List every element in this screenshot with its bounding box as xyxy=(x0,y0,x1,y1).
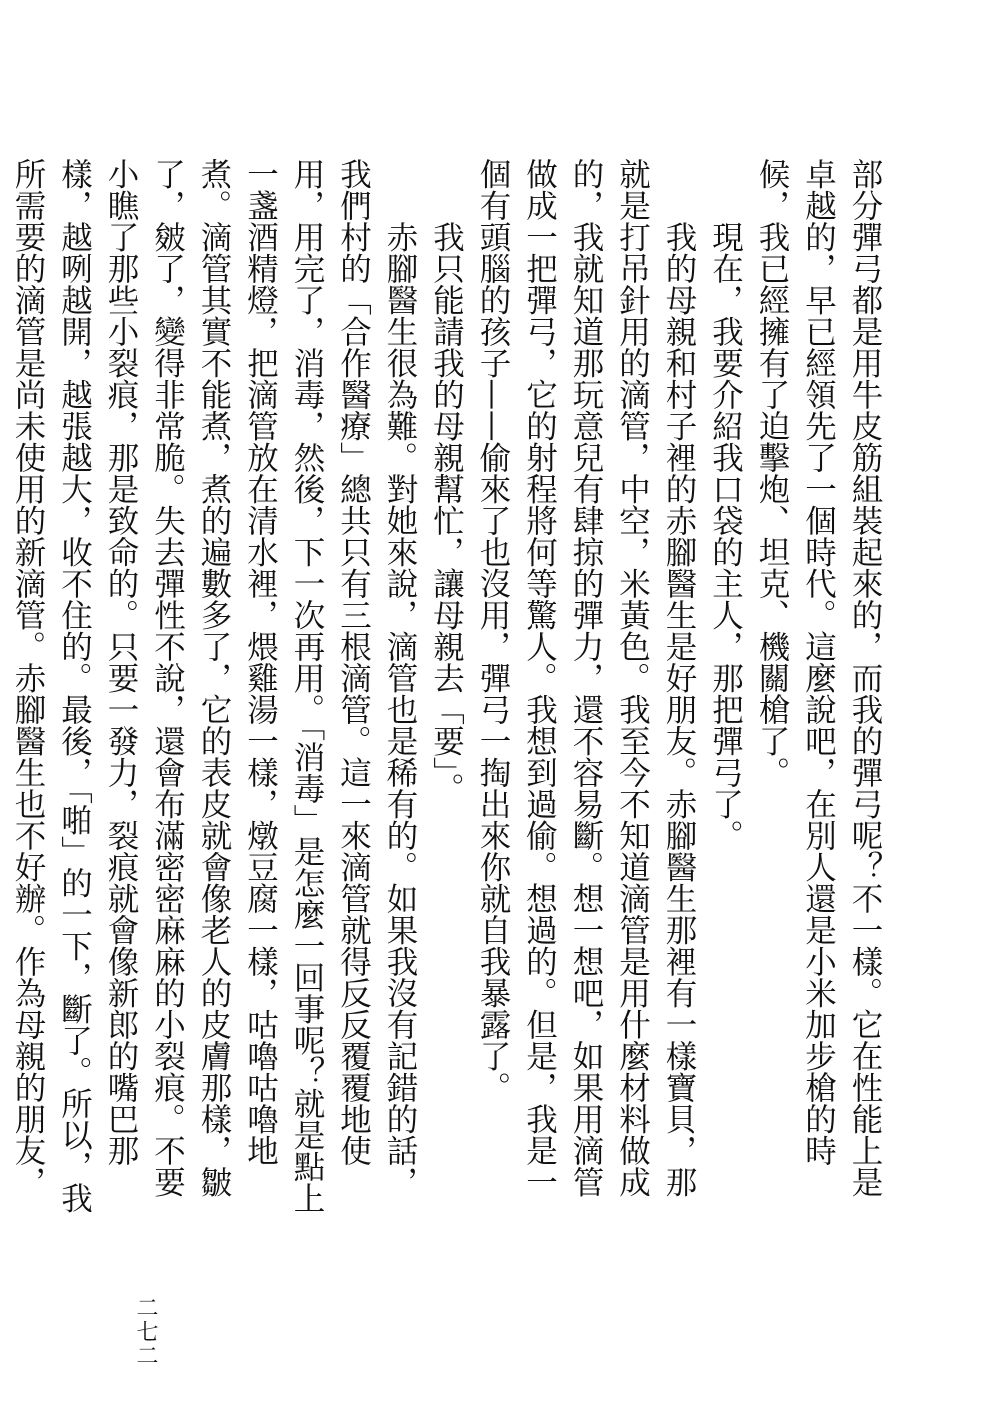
body-text xyxy=(10,158,888,1228)
paragraph: 我的母親和村子裡的赤腳醫生是好朋友。赤腳醫生那裡有一樣寶貝，那就是打吊針用的滴管，中空，米黃色。我至今不知道滴管是用什麼材料做成的，我就知道那玩意兒有肆掠的彈力，還不容易斷。想一想吧，如果用滴管做成一把彈弓，它的射程將何等驚人。我想到過偷。想過的。但是，我是一個有頭腦的孩子——偷來了也沒用，彈弓一掏出來你就自我暴露了。 xyxy=(475,158,697,1198)
page-number: 二七二 xyxy=(133,1296,158,1368)
paragraph-continued: 部分彈弓都是用牛皮筋組裝起來的，而我的彈弓呢？不一樣。它在性能上是卓越的，早已經領先了一個時代。這麼說吧，在別人還是小米加步槍的時候，我已經擁有了迫擊炮、坦克、機關槍了。 xyxy=(754,158,883,1198)
paragraph: 赤腳醫生很為難。對她來說，滴管也是稀有的。如果我沒有記錯的話，我們村的「合作醫療」總共只有三根滴管。這一來滴管就得反反覆覆地使用，用完了，消毒，然後，下一次再用。「消毒」是怎麼一回事呢？就是點上一盞酒精燈，把滴管放在清水裡，煨雞湯一樣，燉豆腐一樣，咕嚕咕嚕地煮。滴管其實不能煮，煮的遍數多了，它的表皮就會像老人的皮膚那樣，皺了，皴了，變得非常脆。失去彈性不說，還會布滿密密麻麻的小裂痕。不要小瞧了那些小裂痕，那是致命的。只要一發力，裂痕就會像新郎的嘴巴那樣，越咧越開，越張越大，收不住的。最後，「啪」的一下，斷了。所以，我所需要的滴管是尚未使用的新滴管。赤腳醫生也不好辦。作為母親的朋友， xyxy=(10,158,418,1214)
paragraph: 現在，我要介紹我口袋的主人，那把彈弓了。 xyxy=(707,221,744,851)
paragraph: 我只能請我的母親幫忙，讓母親去「要」。 xyxy=(428,221,465,804)
